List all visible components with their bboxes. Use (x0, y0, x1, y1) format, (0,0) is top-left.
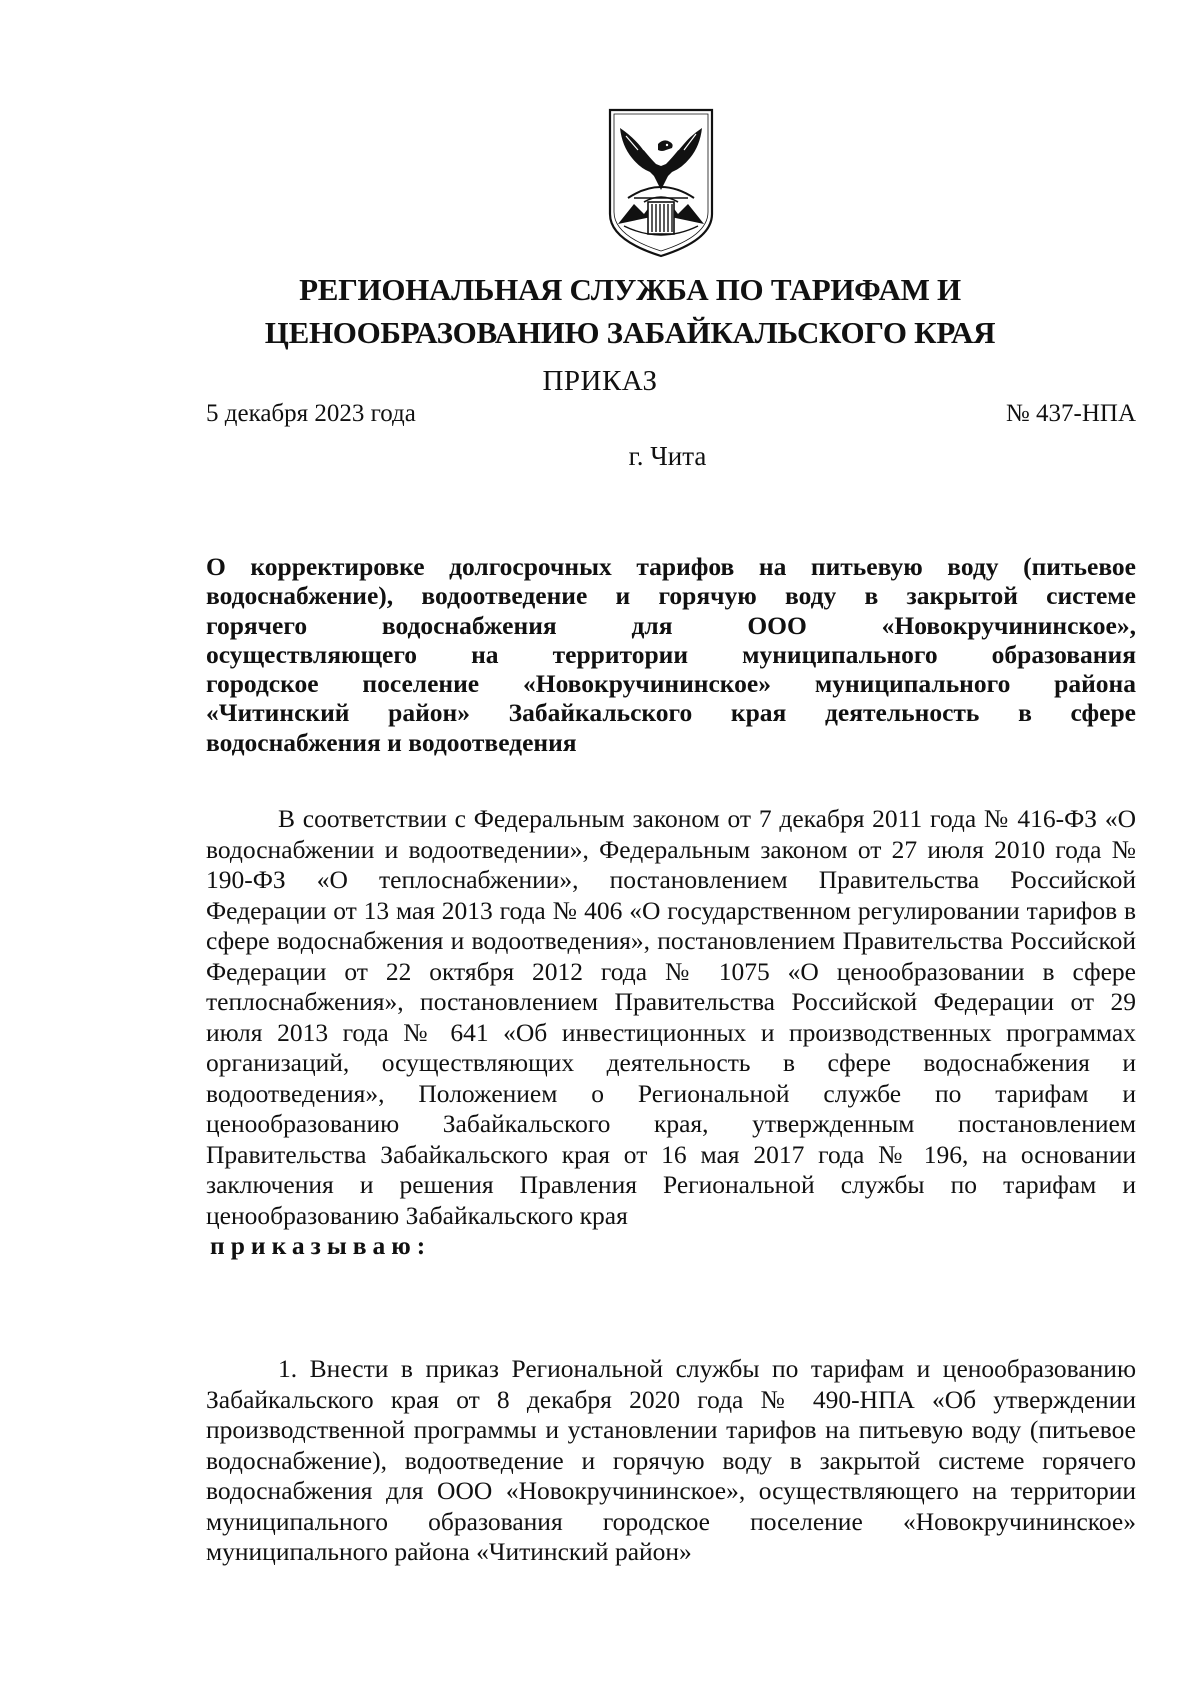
subject-line: городское поселение «Новокручининское» муниципального района (206, 669, 1136, 699)
preamble-text: В соответствии с Федеральным законом от 7 декабря 2011 года № 416-ФЗ «О водоснабжении и водоотведении», Федеральным законом от 27 июля 2010 года № 190-ФЗ «О теплоснабжении», постановлением Правительства Российской Федерации от 13 мая 2013 года № 406 «О государственном регулировании тарифов в сфере водоснабжения и водоотведения», постановлением Правительства Российской Федерации от 22 октября 2012 года № 1075 «О ценообразовании в сфере теплоснабжения», постановлением Правительства Российской Федерации от 29 июля 2013 года № 641 «Об инвестиционных и производственных программах организаций, осуществляющих деятельность в сфере водоснабжения и водоотведения», Положением о Региональной службе по тарифам и ценообразованию Забайкальского края, утвержденным постановлением Правительства Забайкальского края от 16 мая 2017 года № 196, на основании заключения и решения Правления Региональной службы по тарифам и ценообразованию Забайкальского края (206, 804, 1136, 1230)
subject-line: «Читинский район» Забайкальского края деятельность в сфере (206, 698, 1136, 728)
document-type: ПРИКАЗ (542, 365, 658, 397)
subject-line: горячего водоснабжения для ООО «Новокручининское», (206, 610, 1136, 640)
preamble-paragraph (206, 804, 1136, 1262)
organization-title (200, 268, 1060, 354)
organization-title-line-1: РЕГИОНАЛЬНАЯ СЛУЖБА ПО ТАРИФАМ И (299, 272, 961, 307)
subject-line: осуществляющего на территории муниципального образования (206, 639, 1136, 669)
zabaikalsky-coat-of-arms-icon (604, 106, 718, 260)
document-date: 5 декабря 2023 года (206, 400, 416, 427)
organization-title-line-2: ЦЕНООБРАЗОВАНИЮ ЗАБАЙКАЛЬСКОГО КРАЯ (264, 315, 996, 350)
order-verb: приказываю: (210, 1231, 432, 1260)
order-item-1: 1. Внести в приказ Региональной службы по тарифам и ценообразованию Забайкальского края от 8 декабря 2020 года № 490-НПА «Об утверждении производственной программы и установлении тарифов на питьевую воду (питьевое водоснабжение), водоотведение и горячую воду в закрытой системе горячего водоснабжения для ООО «Новокручининское», осуществляющего на территории муниципального образования городское поселение «Новокручининское» муниципального района «Читинский район» (206, 1354, 1136, 1566)
subject-line: О корректировке долгосрочных тарифов на питьевую воду (питьевое (206, 552, 1136, 581)
document-city: г. Чита (628, 441, 707, 471)
document-number: № 437-НПА (1005, 400, 1136, 427)
order-subject (206, 552, 1136, 757)
subject-line: водоснабжение), водоотведение и горячую воду в закрытой системе (206, 581, 1136, 611)
subject-line: водоснабжения и водоотведения (206, 727, 577, 757)
